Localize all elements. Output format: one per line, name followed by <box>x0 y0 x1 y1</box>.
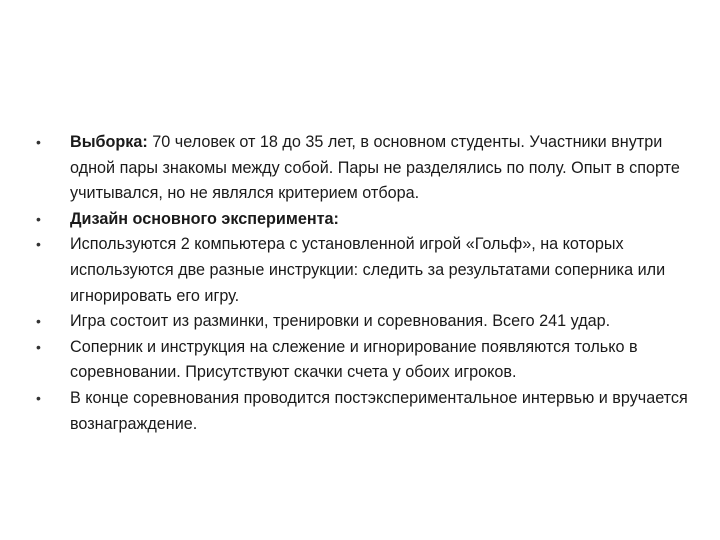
bullet-item-computers <box>36 232 696 309</box>
bullet-bold-sample: Выборка: <box>70 133 148 151</box>
bullet-text-opponent: Соперник и инструкция на слежение и игнорирование появляются только в соревновании. Присутствуют скачки счета у обоих игроков. <box>70 337 638 382</box>
bullet-text-sample: 70 человек от 18 до 35 лет, в основном студенты. Участники внутри одной пары знакомы между собой. Пары не разделялись по полу. Опыт в спорте учитывался, но не являлся критерием отбора. <box>70 133 680 203</box>
bullet-item-opponent <box>36 335 696 386</box>
bullet-icon: • <box>36 236 41 253</box>
bullet-text-game: Игра состоит из разминки, тренировки и соревнования. Всего 241 удар. <box>70 312 611 331</box>
bullet-icon: • <box>36 210 41 227</box>
bullet-bold-design: Дизайн основного эксперимента: <box>70 209 339 228</box>
bullet-list <box>36 130 696 437</box>
bullet-icon: • <box>36 389 41 406</box>
bullet-item-game <box>36 309 696 335</box>
bullet-text-interview: В конце соревнования проводится постэкспериментальное интервью и вручается вознаграждение. <box>70 388 688 433</box>
bullet-item-sample <box>36 130 696 207</box>
bullet-item-interview <box>36 386 696 437</box>
bullet-item-design <box>36 207 696 233</box>
bullet-icon: • <box>36 313 41 330</box>
bullet-text-computers: Используются 2 компьютера с установленной игрой «Гольф», на которых используются две разные инструкции: следить за результатами соперника или игнорировать его игру. <box>70 235 666 305</box>
bullet-icon: • <box>36 338 41 355</box>
bullet-icon: • <box>36 134 41 150</box>
